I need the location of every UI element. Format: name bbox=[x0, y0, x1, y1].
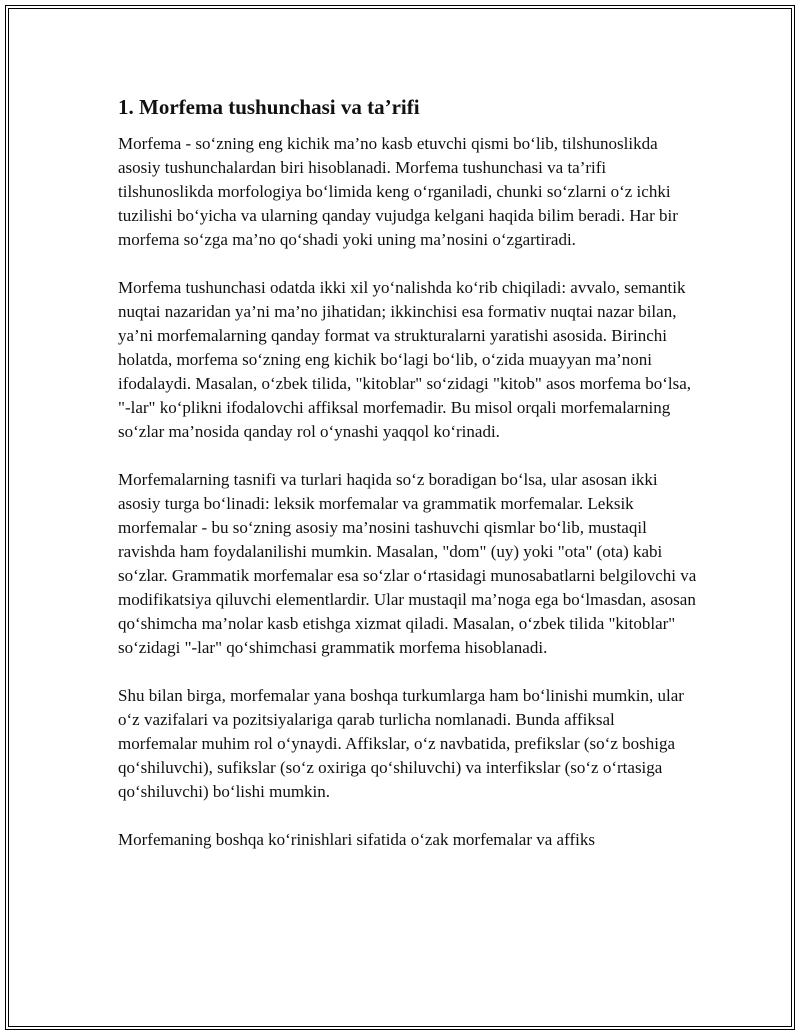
paragraph: Shu bilan birga, morfemalar yana boshqa turkumlarga ham bo‘linishi mumkin, ular o‘z vazifalari va pozitsiyalariga qarab turlicha nomlanadi. Bunda affiksal morfemalar muhim rol o‘ynaydi. Affikslar, o‘z navbatida, prefikslar (so‘z boshiga qo‘shiluvchi), sufikslar (so‘z oxiriga qo‘shiluvchi) va interfikslar (so‘z o‘rtasiga qo‘shiluvchi) bo‘lishi mumkin. bbox=[118, 686, 684, 801]
document-body bbox=[118, 94, 698, 876]
paragraph: Morfema tushunchasi odatda ikki xil yo‘nalishda ko‘rib chiqiladi: avvalo, semantik nuqtai nazaridan ya’ni ma’no jihatidan; ikkinchisi esa formativ nuqtai nazar bilan, ya’ni morfemalarning qanday format va strukturalarni yaratishi asosida. Birinchi holatda, morfema so‘zning eng kichik bo‘lagi bo‘lib, o‘zida muayyan ma’noni ifodalaydi. Masalan, o‘zbek tilida, "kitoblar" so‘zidagi "kitob" asos morfema bo‘lsa, "-lar" ko‘plikni ifodalovchi affiksal morfemadir. Bu misol orqali morfemalarning so‘zlar ma’nosida qanday rol o‘ynashi yaqqol ko‘rinadi. bbox=[118, 278, 692, 441]
paragraph: Morfemalarning tasnifi va turlari haqida so‘z boradigan bo‘lsa, ular asosan ikki asosiy turga bo‘linadi: leksik morfemalar va grammatik morfemalar. Leksik morfemalar - bu so‘zning asosiy ma’nosini tashuvchi qismlar bo‘lib, mustaqil ravishda ham foydalanilishi mumkin. Masalan, "dom" (uy) yoki "ota" (ota) kabi so‘zlar. Grammatik morfemalar esa so‘zlar o‘rtasidagi munosabatlarni belgilovchi va modifikatsiya qiluvchi elementlardir. Ular mustaqil ma’noga ega bo‘lmasdan, asosan qo‘shimcha ma’nolar kasb etishga xizmat qiladi. Masalan, o‘zbek tilida "kitoblar" so‘zidagi "-lar" qo‘shimchasi grammatik morfema hisoblanadi. bbox=[118, 470, 697, 657]
section-heading: 1. Morfema tushunchasi va ta’rifi bbox=[118, 95, 420, 119]
paragraph: Morfemaning boshqa ko‘rinishlari sifatida o‘zak morfemalar va affiks bbox=[118, 830, 595, 849]
paragraph: Morfema - so‘zning eng kichik ma’no kasb etuvchi qismi bo‘lib, tilshunoslikda asosiy tushunchalardan biri hisoblanadi. Morfema tushunchasi va ta’rifi tilshunoslikda morfologiya bo‘limida keng o‘rganiladi, chunki so‘zlarni o‘z ichki tuzilishi bo‘yicha va ularning qanday vujudga kelgani haqida bilim beradi. Har bir morfema so‘zga ma’no qo‘shadi yoki uning ma’nosini o‘zgartiradi. bbox=[118, 134, 678, 249]
